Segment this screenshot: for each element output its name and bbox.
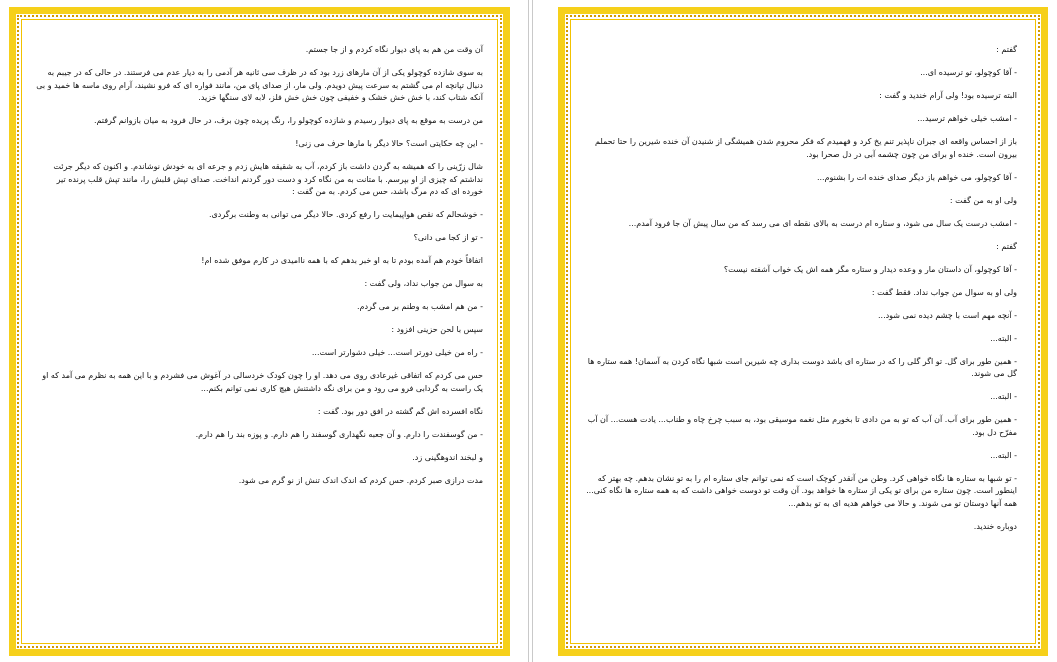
right-page-text [581,44,1017,544]
page-gutter [519,0,549,662]
paragraph: آن وقت من هم به پای دیوار نگاه کردم و از جا جستم. [305,45,483,54]
paragraph: - همین طور برای گل. تو اگر گلی را که در ستاره ای باشد دوست بداری چه شیرین است شبها نگاه کردن به آسمان! همه ستاره ها گل می شوند. [587,356,1017,378]
paragraph: مدت درازی صبر کردم. حس کردم که اندک اندک تنش از نو گرم می شود. [238,475,483,485]
paragraph: به سوال من جواب نداد، ولی گفت : [364,279,483,288]
paragraph: - البته... [990,392,1017,401]
paragraph: - امشب خیلی خواهم ترسید... [917,114,1017,123]
paragraph: - البته... [990,450,1017,460]
left-page-text [36,44,483,498]
right-page [549,0,1057,662]
paragraph: - راه من خیلی دورتر است... خیلی دشوارتر است... [311,348,483,357]
paragraph: ولی او به من گفت : [949,195,1017,205]
paragraph: - خوشحالم که نقص هواپیمایت را رفع کردی. حالا دیگر می توانی به وطنت برگردی. [208,210,483,219]
paragraph: گفتم : [996,241,1017,251]
paragraph: اتفاقاً خودم هم آمده بودم تا به او خبر بدهم که با همه ناامیدی در کارم موفق شده ام! [201,256,483,265]
left-page [0,0,519,662]
paragraph: - همین طور برای آب. آن آب که تو به من دادی تا بخورم مثل نغمه موسیقی بود، به سبب چرخ چاه و طناب... یادت هست... آن آب مفرّح دل بود. [587,415,1017,437]
paragraph: ولی او به سوال من جواب نداد. فقط گفت : [871,287,1017,297]
paragraph: و لبخند اندوهگینی زد. [412,452,483,462]
paragraph: من درست به موقع به پای دیوار رسیدم و شازده کوچولو را، رنگ پریده چون برف، در حال فرود به میان بازوانم گرفتم. [93,116,483,125]
paragraph: دوباره خندید. [973,521,1017,531]
paragraph: گفتم : [996,45,1017,54]
paragraph: باز از احساس واقعه ای جبران ناپذیر تنم یخ کرد و فهمیدم که فکر محروم شدن همیشگی از شنیدن آن خنده شیرین را حتا تحملم بیرون است. خنده او برای من چون چشمه آبی در دل صحرا بود. [595,137,1017,159]
gutter-divider [528,0,529,662]
paragraph: - این چه حکایتی است؟ حالا دیگر با مارها حرف می زنی! [295,139,483,148]
paragraph: شال زرّینی را که همیشه به گردن داشت باز کردم، آب به شقیقه هایش زدم و جرعه ای به خودش نوشاندم. و اکنون که دیگر جرئت نداشتم که چیزی از او بپرسم. با متانت به من نگاه کرد و دست دور گردنم انداخت. صدای تپش قلبش را، مانند تپش قلب پرنده تیر خورده ای که دم مرگ باشد، حس می کردم. به من گفت : [53,162,483,196]
paragraph: نگاه افسرده اش گم گشته در افق دور بود. گفت : [317,406,483,416]
paragraph: - آقا کوچولو، آن داستان مار و وعده دیدار و ستاره مگر همه اش یک خواب آشفته نیست؟ [723,264,1017,274]
paragraph: - آنچه مهم است با چشم دیده نمی شود... [877,310,1017,320]
paragraph: سپس با لحن حزینی افزود : [391,325,483,334]
gutter-divider [532,0,533,662]
paragraph: به سوی شازده کوچولو یکی از آن مارهای زرد بود که در ظرف سی ثانیه هر آدمی را به دیار عدم می فرستند. در حالی که در جیبم به دنبال تپانچه ام می گشتم به سرعت پیش دویدم. ولی مار، از صدای پای من، مانند فواره ای که فرو نشیند، آرام روی ماسه ها خمید و بی آنکه شتاب کند، با خش خش خشک و خفیفی چون خش خش فلز، لابه لای سنگها خزید. [36,68,483,102]
paragraph: - تو از کجا می دانی؟ [413,233,483,242]
paragraph: البته ترسیده بود! ولی آرام خندید و گفت : [879,91,1017,100]
paragraph: - البته... [990,333,1017,343]
paragraph: - آقا کوچولو، می خواهم باز دیگر صدای خنده ات را بشنوم... [816,172,1017,182]
paragraph: - من هم امشب به وطنم بر می گردم. [356,302,483,311]
paragraph: - آقا کوچولو، تو ترسیده ای... [920,68,1017,77]
paragraph: - تو شبها به ستاره ها نگاه خواهی کرد. وطن من آنقدر کوچک است که نمی توانم جای ستاره ام را به تو نشان بدهم. چه بهتر که اینطور است. چون ستاره من برای تو یکی از ستاره ها خواهد بود. آن وقت تو دوست خواهی داشت که به همه ستاره ها نگاه کنی... همه آنها دوستان تو می شوند. و حالا می خواهم هدیه ای به تو بدهم... [586,473,1017,508]
paragraph: حس می کردم که اتفاقی غیرعادی روی می دهد. او را چون کودک خردسالی در آغوش می فشردم و با این همه به نظرم می آمد که او یک راست به گردابی فرو می رود و من برای نگه داشتنش هیچ کاری نمی توانم بکنم... [42,371,483,393]
paragraph: - امشب درست یک سال می شود، و ستاره ام درست به بالای نقطه ای می رسد که من سال پیش آن جا فرود آمدم... [628,218,1017,228]
paragraph: - من گوسفندت را دارم. و آن جعبه نگهداری گوسفند را هم دارم. و پوزه بند را هم دارم. [195,429,483,439]
